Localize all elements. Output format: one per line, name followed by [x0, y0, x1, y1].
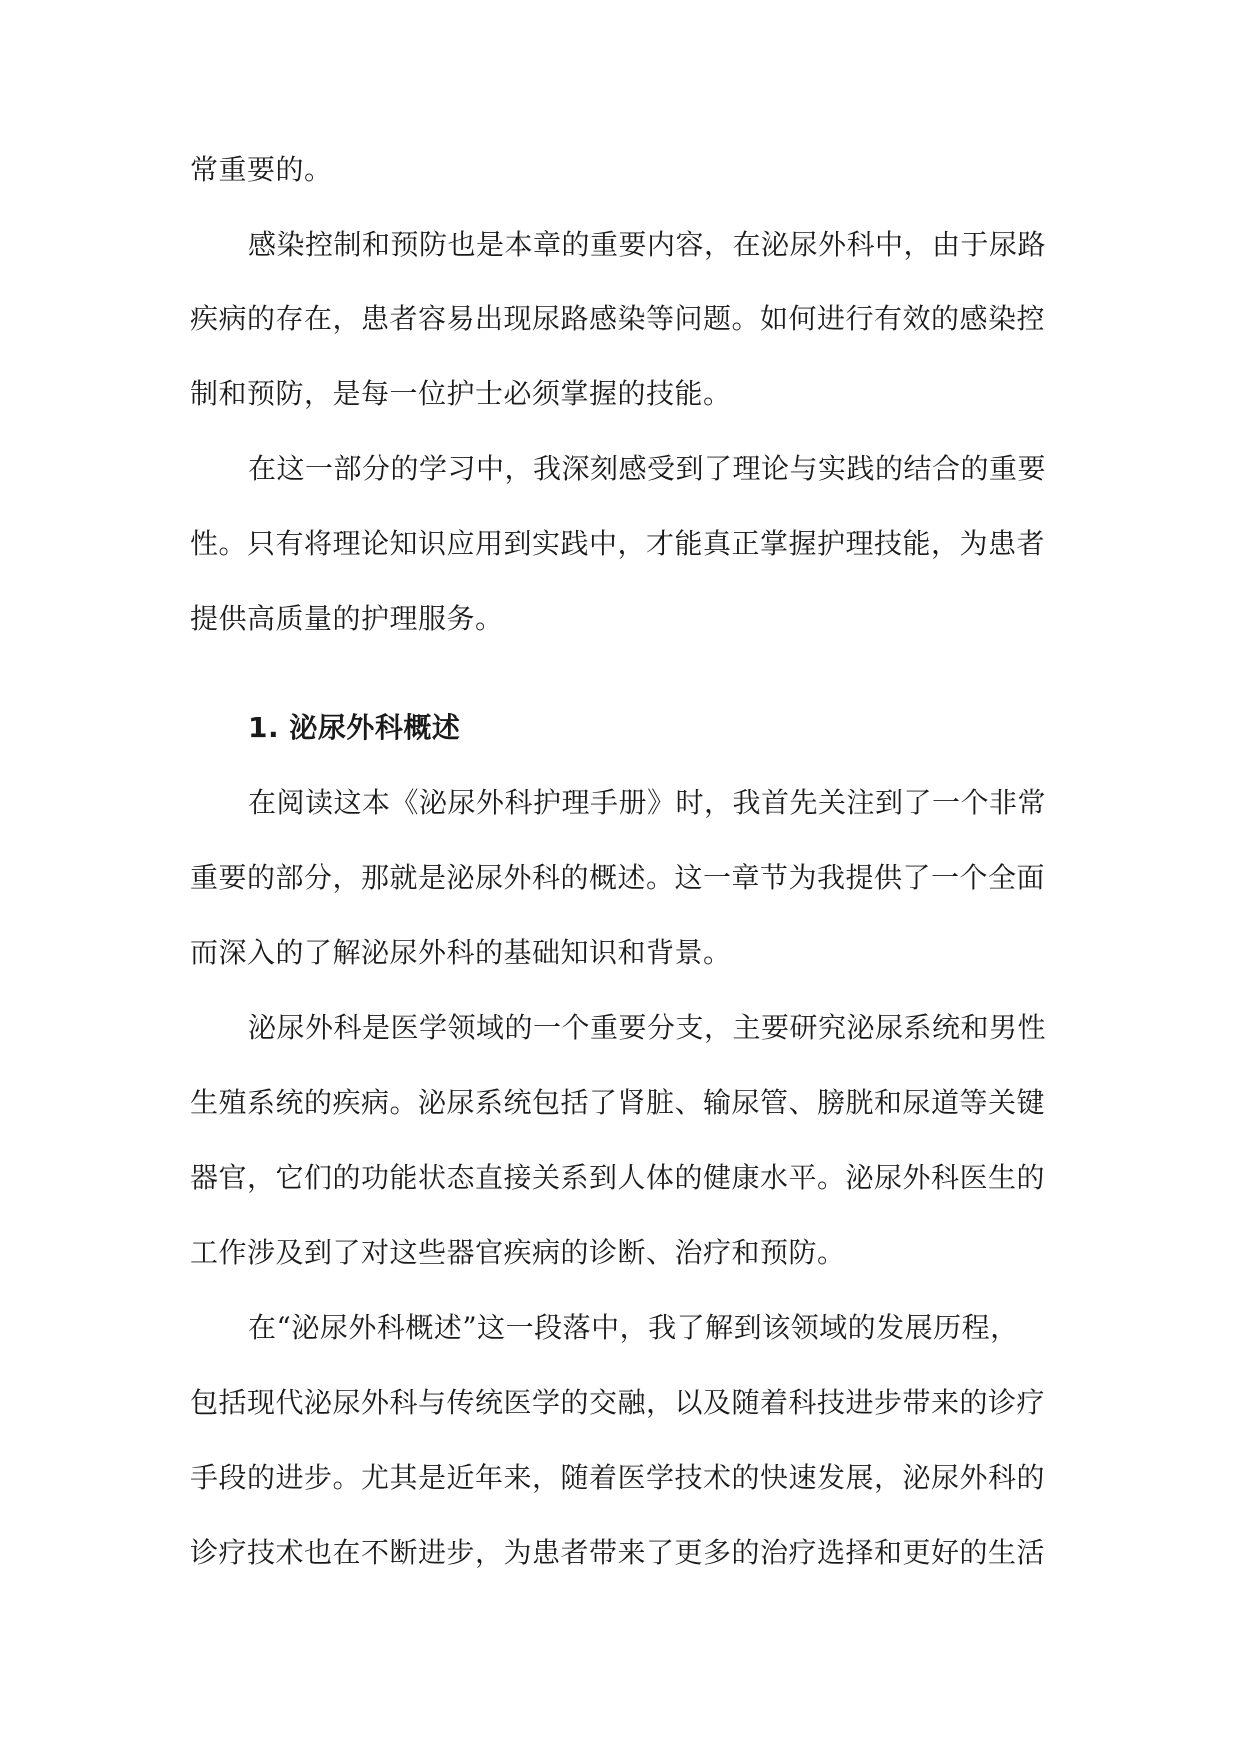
paragraph-urology-definition-line-3: 器官，它们的功能状态直接关系到人体的健康水平。泌尿外科医生的 — [190, 1161, 1046, 1194]
paragraph-urology-definition-line-1: 泌尿外科是医学领域的一个重要分支，主要研究泌尿系统和男性 — [248, 1011, 1047, 1044]
paragraph-urology-definition-line-2: 生殖系统的疾病。泌尿系统包括了肾脏、输尿管、膀胱和尿道等关键 — [190, 1086, 1046, 1119]
paragraph-reading-line-2: 重要的部分，那就是泌尿外科的概述。这一章节为我提供了一个全面 — [190, 861, 1046, 894]
paragraph-theory-practice-line-2: 性。只有将理论知识应用到实践中，才能真正掌握护理技能，为患者 — [190, 527, 1046, 560]
paragraph-theory-practice-line-3: 提供高质量的护理服务。 — [190, 602, 504, 635]
paragraph-infection-control-line-2: 疾病的存在，患者容易出现尿路感染等问题。如何进行有效的感染控 — [190, 302, 1046, 335]
paragraph-reading-line-3: 而深入的了解泌尿外科的基础知识和背景。 — [190, 936, 732, 969]
paragraph-infection-control-line-1: 感染控制和预防也是本章的重要内容，在泌尿外科中，由于尿路 — [248, 228, 1047, 261]
paragraph-reading-line-1: 在阅读这本《泌尿外科护理手册》时，我首先关注到了一个非常 — [248, 786, 1047, 819]
text-line-1: 常重要的。 — [190, 153, 333, 186]
paragraph-urology-definition-line-4: 工作涉及到了对这些器官疾病的诊断、治疗和预防。 — [190, 1236, 846, 1269]
paragraph-theory-practice-line-1: 在这一部分的学习中，我深刻感受到了理论与实践的结合的重要 — [248, 452, 1047, 485]
paragraph-history-line-1: 在“泌尿外科概述”这一段落中，我了解到该领域的发展历程， — [248, 1311, 1019, 1344]
paragraph-history-line-2: 包括现代泌尿外科与传统医学的交融，以及随着科技进步带来的诊疗 — [190, 1386, 1046, 1419]
section-heading: 1. 泌尿外科概述 — [248, 711, 461, 744]
paragraph-history-line-4: 诊疗技术也在不断进步，为患者带来了更多的治疗选择和更好的生活 — [190, 1536, 1046, 1569]
paragraph-history-line-3: 手段的进步。尤其是近年来，随着医学技术的快速发展，泌尿外科的 — [190, 1461, 1046, 1494]
paragraph-infection-control-line-3: 制和预防，是每一位护士必须掌握的技能。 — [190, 377, 732, 410]
